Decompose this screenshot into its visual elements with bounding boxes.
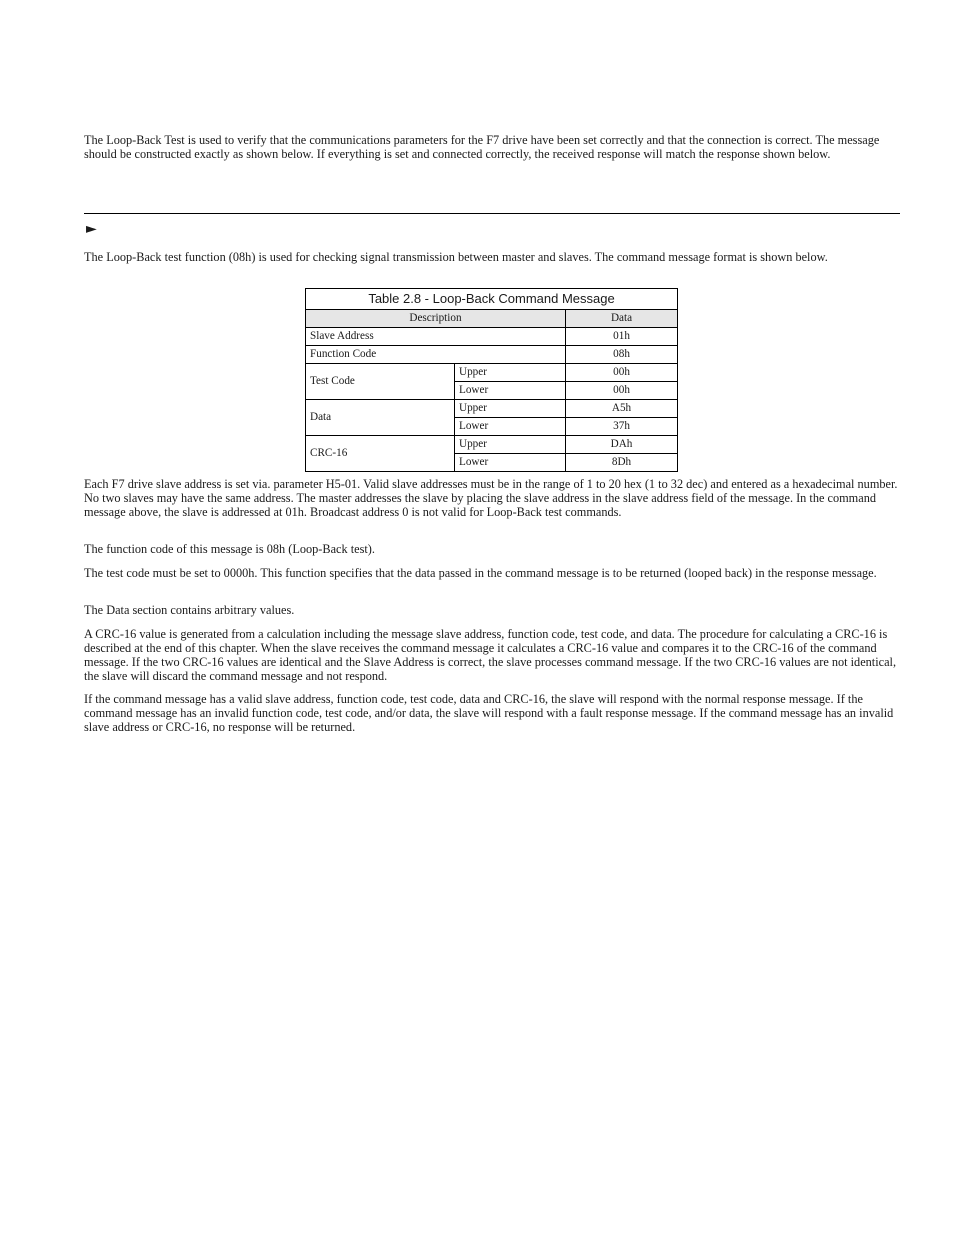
row-data-function-code: 08h — [566, 346, 678, 364]
row-sublabel-test-code-lower: Lower — [455, 382, 566, 400]
row-sublabel-data-upper: Upper — [455, 400, 566, 418]
row-data-crc-lower: 8Dh — [566, 454, 678, 472]
header-data: Data — [566, 310, 678, 328]
row-label-slave-address: Slave Address — [306, 328, 566, 346]
table-header-row — [306, 310, 678, 328]
row-data-slave-address: 01h — [566, 328, 678, 346]
table-caption-row — [306, 289, 678, 310]
section-marker-icon: ► — [86, 221, 97, 237]
row-data-data-upper: A5h — [566, 400, 678, 418]
loopback-command-table — [305, 288, 678, 472]
function-code-paragraph: The function code of this message is 08h (Loop-Back test). — [84, 542, 375, 556]
row-label-crc: CRC-16 — [306, 436, 455, 472]
section-divider — [84, 213, 900, 214]
slave-address-paragraph: Each F7 drive slave address is set via. parameter H5-01. Valid slave addresses must be in the range of 1 to 20 hex (1 to 32 dec) and entered as a hexadecimal number. No two slaves may have the same address. The master addresses the slave by placing the slave address in the slave address field of the message. In the command message above, the slave is addressed at 01h. Broadcast address 0 is not valid for Loop-Back test commands. — [84, 477, 898, 519]
row-sublabel-test-code-upper: Upper — [455, 364, 566, 382]
row-data-test-code-upper: 00h — [566, 364, 678, 382]
crc-paragraph: A CRC-16 value is generated from a calculation including the message slave address, function code, test code, and data. The procedure for calculating a CRC-16 is described at the end of this chapter. When the slave receives the command message it calculates a CRC-16 value and compares it to the CRC-16 of the command message. If the two CRC-16 values are identical and the Slave Address is correct, the slave processes command message. If the two CRC-16 values are not identical, the slave will discard the command message and not respond. — [84, 627, 897, 683]
intro-paragraph: The Loop-Back Test is used to verify that the communications parameters for the F7 drive have been set correctly and that the connection is correct. The message should be constructed exactly as shown below. If everything is set and connected correctly, the received response will match the response shown below. — [84, 133, 880, 161]
test-code-paragraph: The test code must be set to 0000h. This function specifies that the data passed in the command message is to be returned (looped back) in the response message. — [84, 566, 877, 580]
row-data-test-code-lower: 00h — [566, 382, 678, 400]
row-sublabel-crc-lower: Lower — [455, 454, 566, 472]
table-row — [306, 364, 678, 382]
row-sublabel-data-lower: Lower — [455, 418, 566, 436]
row-label-test-code: Test Code — [306, 364, 455, 400]
row-label-data: Data — [306, 400, 455, 436]
table-row — [306, 400, 678, 418]
row-data-crc-upper: DAh — [566, 436, 678, 454]
row-label-function-code: Function Code — [306, 346, 566, 364]
header-description: Description — [306, 310, 566, 328]
table-row — [306, 436, 678, 454]
response-paragraph: If the command message has a valid slave address, function code, test code, data and CRC-16, the slave will respond with the normal response message. If the command message has an invalid function code, test code, and/or data, the slave will respond with a fault response message. If the command message has an invalid slave address or CRC-16, no response will be returned. — [84, 692, 894, 734]
table-row — [306, 328, 678, 346]
row-data-data-lower: 37h — [566, 418, 678, 436]
table-row — [306, 346, 678, 364]
row-sublabel-crc-upper: Upper — [455, 436, 566, 454]
loopback-intro-paragraph: The Loop-Back test function (08h) is used for checking signal transmission between master and slaves. The command message format is shown below. — [84, 250, 828, 264]
data-section-paragraph: The Data section contains arbitrary values. — [84, 603, 295, 617]
table-caption: Table 2.8 - Loop-Back Command Message — [306, 289, 678, 310]
